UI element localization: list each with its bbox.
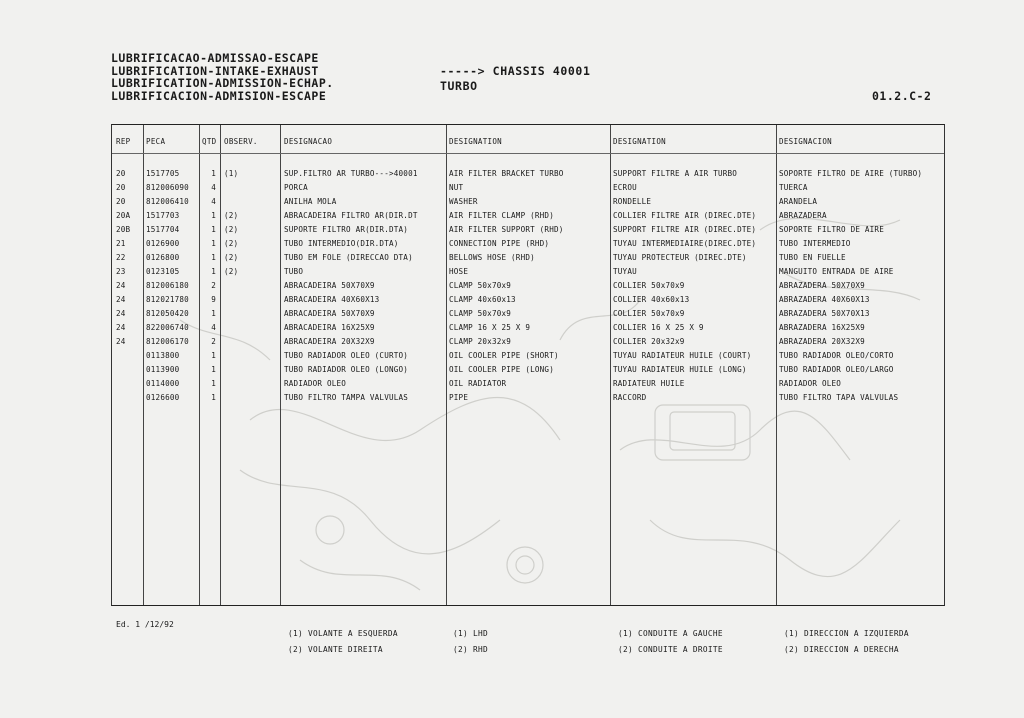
qtd-cell: 1 [211, 253, 216, 262]
qtd-cell: 1 [211, 169, 216, 178]
designacion-cell: SOPORTE FILTRO DE AIRE (TURBO) [779, 169, 923, 178]
designation-en-cell: CLAMP 40x60x13 [449, 295, 516, 304]
observ-cell: (2) [224, 225, 239, 234]
designation-fr-cell: COLLIER 40x60x13 [613, 295, 690, 304]
peca-cell: 0126800 [146, 253, 180, 262]
col-header-designacao: DESIGNACAO [284, 137, 333, 146]
designacao-cell: TUBO [284, 267, 304, 276]
designation-fr-cell: COLLIER 50x70x9 [613, 281, 685, 290]
col-header-peca: PECA [146, 137, 166, 146]
peca-cell: 812006170 [146, 337, 189, 346]
note-line: (2) CONDUITE A DROITE [618, 645, 723, 654]
col-header-rep: REP [116, 137, 131, 146]
designacion-cell: ABRAZADERA 50X70X13 [779, 309, 870, 318]
table-row [112, 363, 944, 377]
qtd-cell: 2 [211, 281, 216, 290]
notes-fr [618, 626, 723, 658]
rep-cell: 20B [116, 225, 131, 234]
edition-date: Ed. 1 /12/92 [116, 620, 174, 629]
designation-fr-cell: TUYAU RADIATEUR HUILE (LONG) [613, 365, 747, 374]
designacion-cell: ABRAZADERA 40X60X13 [779, 295, 870, 304]
rep-cell: 24 [116, 281, 126, 290]
table-row [112, 335, 944, 349]
designacion-cell: ABRAZADERA 16X25X9 [779, 323, 865, 332]
rep-cell: 20 [116, 183, 126, 192]
designacao-cell: SUP.FILTRO AR TURBO--->40001 [284, 169, 418, 178]
designation-fr-cell: TUYAU [613, 267, 637, 276]
designation-en-cell: OIL COOLER PIPE (SHORT) [449, 351, 559, 360]
table-row [112, 265, 944, 279]
table-row [112, 209, 944, 223]
peca-cell: 0114000 [146, 379, 180, 388]
designation-en-cell: AIR FILTER BRACKET TURBO [449, 169, 564, 178]
designation-en-cell: CLAMP 16 X 25 X 9 [449, 323, 531, 332]
qtd-cell: 1 [211, 267, 216, 276]
observ-cell: (2) [224, 267, 239, 276]
model-label: TURBO [440, 79, 478, 93]
designation-fr-cell: TUYAU RADIATEUR HUILE (COURT) [613, 351, 752, 360]
designacion-cell: ABRAZADERA [779, 211, 827, 220]
designacao-cell: TUBO RADIADOR OLEO (CURTO) [284, 351, 409, 360]
notes-es [784, 626, 909, 658]
peca-cell: 0126900 [146, 239, 180, 248]
col-header-designation-fr: DESIGNATION [613, 137, 666, 146]
note-line: (2) DIRECCION A DERECHA [784, 645, 899, 654]
designation-fr-cell: ECROU [613, 183, 637, 192]
parts-table [111, 124, 945, 606]
designacion-cell: TUERCA [779, 183, 808, 192]
peca-cell: 812021780 [146, 295, 189, 304]
observ-cell: (2) [224, 253, 239, 262]
designacion-cell: TUBO RADIADOR OLEO/CORTO [779, 351, 894, 360]
peca-cell: 812006180 [146, 281, 189, 290]
designation-en-cell: NUT [449, 183, 464, 192]
designacion-cell: ARANDELA [779, 197, 818, 206]
note-line: (2) VOLANTE DIREITA [288, 645, 383, 654]
designacao-cell: ABRACADEIRA FILTRO AR(DIR.DT [284, 211, 418, 220]
peca-cell: 0113900 [146, 365, 180, 374]
designacao-cell: ABRACADEIRA 50X70X9 [284, 309, 375, 318]
col-header-observ: OBSERV. [224, 137, 258, 146]
title-fr: LUBRIFICATION-ADMISSION-ECHAP. [111, 76, 334, 90]
designacao-cell: TUBO FILTRO TAMPA VALVULAS [284, 393, 409, 402]
designacion-cell: ABRAZADERA 50X70X9 [779, 281, 865, 290]
qtd-cell: 1 [211, 225, 216, 234]
peca-cell: 1517703 [146, 211, 180, 220]
note-line: (1) LHD [453, 629, 488, 638]
rep-cell: 20A [116, 211, 131, 220]
qtd-cell: 1 [211, 393, 216, 402]
note-line: (1) VOLANTE A ESQUERDA [288, 629, 398, 638]
peca-cell: 812050420 [146, 309, 189, 318]
designation-fr-cell: COLLIER 20x32x9 [613, 337, 685, 346]
designacao-cell: ABRACADEIRA 20X32X9 [284, 337, 375, 346]
qtd-cell: 1 [211, 239, 216, 248]
designation-fr-cell: TUYAU PROTECTEUR (DIREC.DTE) [613, 253, 747, 262]
notes-en [453, 626, 488, 658]
designation-en-cell: OIL COOLER PIPE (LONG) [449, 365, 554, 374]
designation-en-cell: CLAMP 50x70x9 [449, 309, 512, 318]
designacion-cell: TUBO INTERMEDIO [779, 239, 851, 248]
qtd-cell: 4 [211, 197, 216, 206]
notes-pt [288, 626, 398, 658]
table-row [112, 377, 944, 391]
rep-cell: 21 [116, 239, 126, 248]
note-line: (1) CONDUITE A GAUCHE [618, 629, 723, 638]
designation-en-cell: CONNECTION PIPE (RHD) [449, 239, 550, 248]
table-row [112, 293, 944, 307]
peca-cell: 0123105 [146, 267, 180, 276]
qtd-cell: 9 [211, 295, 216, 304]
title-es: LUBRIFICACION-ADMISION-ESCAPE [111, 88, 327, 103]
observ-cell: (1) [224, 169, 239, 178]
table-row [112, 223, 944, 237]
qtd-cell: 4 [211, 183, 216, 192]
rep-cell: 24 [116, 295, 126, 304]
table-row [112, 279, 944, 293]
note-line: (2) RHD [453, 645, 488, 654]
rep-cell: 24 [116, 337, 126, 346]
qtd-cell: 1 [211, 211, 216, 220]
designation-en-cell: CLAMP 20x32x9 [449, 337, 512, 346]
qtd-cell: 4 [211, 323, 216, 332]
designation-fr-cell: TUYAU INTERMEDIAIRE(DIREC.DTE) [613, 239, 757, 248]
designacion-cell: ABRAZADERA 20X32X9 [779, 337, 865, 346]
title-pt: LUBRIFICACAO-ADMISSAO-ESCAPE [111, 51, 319, 65]
rep-cell: 24 [116, 309, 126, 318]
table-row [112, 195, 944, 209]
designacao-cell: ABRACADEIRA 50X70X9 [284, 281, 375, 290]
table-row [112, 237, 944, 251]
col-header-designation-en: DESIGNATION [449, 137, 502, 146]
designation-en-cell: AIR FILTER SUPPORT (RHD) [449, 225, 564, 234]
designacion-cell: TUBO FILTRO TAPA VALVULAS [779, 393, 899, 402]
observ-cell: (2) [224, 239, 239, 248]
peca-cell: 0126600 [146, 393, 180, 402]
page-reference: 01.2.C-2 [872, 89, 932, 103]
designation-en-cell: WASHER [449, 197, 478, 206]
peca-cell: 1517705 [146, 169, 180, 178]
designacion-cell: MANGUITO ENTRADA DE AIRE [779, 267, 894, 276]
table-row [112, 307, 944, 321]
section-titles [111, 52, 334, 102]
header-separator [112, 153, 944, 154]
rep-cell: 24 [116, 323, 126, 332]
designacao-cell: RADIADOR OLEO [284, 379, 347, 388]
designacao-cell: PORCA [284, 183, 308, 192]
peca-cell: 812006410 [146, 197, 189, 206]
table-row [112, 167, 944, 181]
qtd-cell: 1 [211, 379, 216, 388]
title-en: LUBRIFICATION-INTAKE-EXHAUST [111, 63, 319, 78]
rep-cell: 20 [116, 169, 126, 178]
note-line: (1) DIRECCION A IZQUIERDA [784, 629, 909, 638]
designacion-cell: TUBO EN FUELLE [779, 253, 846, 262]
peca-cell: 1517704 [146, 225, 180, 234]
designation-fr-cell: COLLIER 16 X 25 X 9 [613, 323, 704, 332]
qtd-cell: 1 [211, 351, 216, 360]
table-row [112, 349, 944, 363]
designacao-cell: TUBO RADIADOR OLEO (LONGO) [284, 365, 409, 374]
designation-fr-cell: RONDELLE [613, 197, 652, 206]
chassis-label: -----> CHASSIS 40001 [440, 64, 591, 78]
designation-fr-cell: COLLIER FILTRE AIR (DIREC.DTE) [613, 211, 757, 220]
table-row [112, 391, 944, 405]
rep-cell: 22 [116, 253, 126, 262]
col-header-designacion: DESIGNACION [779, 137, 832, 146]
observ-cell: (2) [224, 211, 239, 220]
rep-cell: 20 [116, 197, 126, 206]
designation-en-cell: OIL RADIATOR [449, 379, 507, 388]
designacao-cell: TUBO EM FOLE (DIRECCAO DTA) [284, 253, 413, 262]
designation-fr-cell: COLLIER 50x70x9 [613, 309, 685, 318]
designacao-cell: ABRACADEIRA 16X25X9 [284, 323, 375, 332]
col-header-qtd: QTD [202, 137, 217, 146]
table-row [112, 251, 944, 265]
qtd-cell: 1 [211, 309, 216, 318]
qtd-cell: 1 [211, 365, 216, 374]
designacao-cell: TUBO INTERMEDIO(DIR.DTA) [284, 239, 399, 248]
designation-en-cell: HOSE [449, 267, 469, 276]
designation-fr-cell: RACCORD [613, 393, 647, 402]
peca-cell: 0113800 [146, 351, 180, 360]
designation-fr-cell: SUPPORT FILTRE A AIR TURBO [613, 169, 738, 178]
designation-en-cell: AIR FILTER CLAMP (RHD) [449, 211, 554, 220]
designation-fr-cell: RADIATEUR HUILE [613, 379, 685, 388]
designacion-cell: RADIADOR OLEO [779, 379, 842, 388]
qtd-cell: 2 [211, 337, 216, 346]
table-row [112, 321, 944, 335]
designation-en-cell: PIPE [449, 393, 469, 402]
designation-en-cell: BELLOWS HOSE (RHD) [449, 253, 535, 262]
designacao-cell: ANILHA MOLA [284, 197, 337, 206]
designation-fr-cell: SUPPORT FILTRE AIR (DIREC.DTE) [613, 225, 757, 234]
designacion-cell: SOPORTE FILTRO DE AIRE [779, 225, 884, 234]
designacao-cell: SUPORTE FILTRO AR(DIR.DTA) [284, 225, 409, 234]
peca-cell: 822006740 [146, 323, 189, 332]
peca-cell: 812006090 [146, 183, 189, 192]
rep-cell: 23 [116, 267, 126, 276]
designation-en-cell: CLAMP 50x70x9 [449, 281, 512, 290]
designacion-cell: TUBO RADIADOR OLEO/LARGO [779, 365, 894, 374]
designacao-cell: ABRACADEIRA 40X60X13 [284, 295, 380, 304]
table-row [112, 181, 944, 195]
